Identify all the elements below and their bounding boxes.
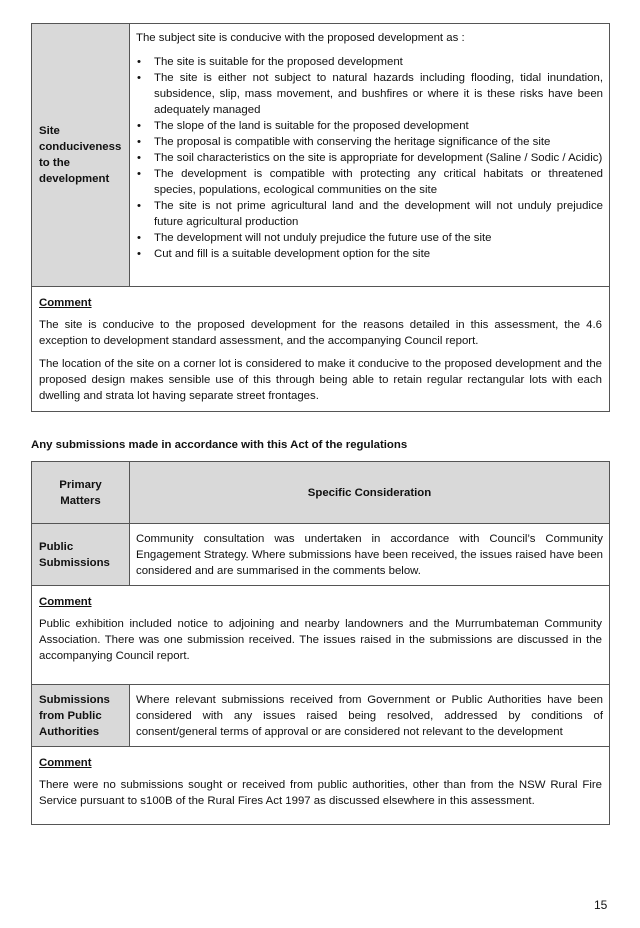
comment-heading: Comment — [39, 596, 92, 608]
public-submissions-label: Public Submissions — [32, 524, 130, 586]
comment-paragraph: There were no submissions sought or received from public authorities, other than from the NSW Rural Fire Service pursuant to s100B of the Rural Fires Act 1997 as discussed elsewhere in this assessment. — [39, 779, 602, 807]
section-title: Any submissions made in accordance with this Act of the regulations — [31, 439, 408, 451]
comment-heading: Comment — [39, 297, 92, 309]
comment-paragraph: The location of the site on a corner lot is considered to make it conducive to the proposed development and the proposed design makes sensible use of this through being able to retain regular rectangular lots with each dwelling and strata lot having separate street frontages. — [39, 358, 602, 402]
bullet-item: • The development will not unduly prejudice the future use of the site — [136, 230, 603, 246]
public-submissions-comment — [32, 586, 610, 685]
bullet-item: • The proposal is compatible with conserving the heritage significance of the site — [136, 134, 603, 150]
public-authorities-text: Where relevant submissions received from Government or Public Authorities have been considered with any issues raised being resolved, addressed by conditions of consent/general terms of approval or are considered not relevant to the development — [130, 685, 610, 747]
submissions-table — [31, 461, 610, 825]
public-authorities-label: Submissions from Public Authorities — [32, 685, 130, 747]
bullet-item: • The site is not prime agricultural land and the development will not unduly prejudice future agricultural production — [136, 198, 603, 230]
bullet-item: • The slope of the land is suitable for the proposed development — [136, 118, 603, 134]
site-conduciveness-label: Site conduciveness to the development — [32, 24, 130, 287]
page-number: 15 — [594, 898, 608, 912]
bullet-item: • Cut and fill is a suitable development option for the site — [136, 246, 603, 262]
comment-heading: Comment — [39, 757, 92, 769]
bullet-item: • The development is compatible with protecting any critical habitats or threatened species, populations, ecological communities on the site — [136, 166, 603, 198]
site-conduciveness-comment — [32, 287, 610, 412]
bullet-item: • The site is suitable for the proposed development — [136, 54, 603, 70]
site-conduciveness-table — [31, 23, 610, 412]
comment-paragraph: The site is conducive to the proposed development for the reasons detailed in this assessment, the 4.6 exception to development standard assessment, and the accompanying Council report. — [39, 319, 602, 347]
header-primary-matters: Primary Matters — [32, 462, 130, 524]
comment-paragraph: Public exhibition included notice to adjoining and nearby landowners and the Murrumbateman Community Association. There was one submission received. The issues raised in the submissions are discussed in the accompanying Council report. — [39, 618, 602, 662]
bullet-item: • The site is either not subject to natural hazards including flooding, tidal inundation, subsidence, slip, mass movement, and bushfires or where it is these risks have been adequately managed — [136, 70, 603, 118]
conduciveness-intro: The subject site is conducive with the proposed development as : — [136, 32, 465, 44]
site-conduciveness-body — [130, 24, 610, 287]
public-submissions-text: Community consultation was undertaken in accordance with Council’s Community Engagement Strategy. Where submissions have been received, the issues raised have been considered and are summarised in the comments below. — [130, 524, 610, 586]
public-authorities-comment — [32, 747, 610, 825]
bullet-item: • The soil characteristics on the site is appropriate for development (Saline / Sodic / Acidic) — [136, 150, 603, 166]
conduciveness-bullet-list — [136, 54, 603, 262]
header-specific-consideration: Specific Consideration — [130, 462, 610, 524]
